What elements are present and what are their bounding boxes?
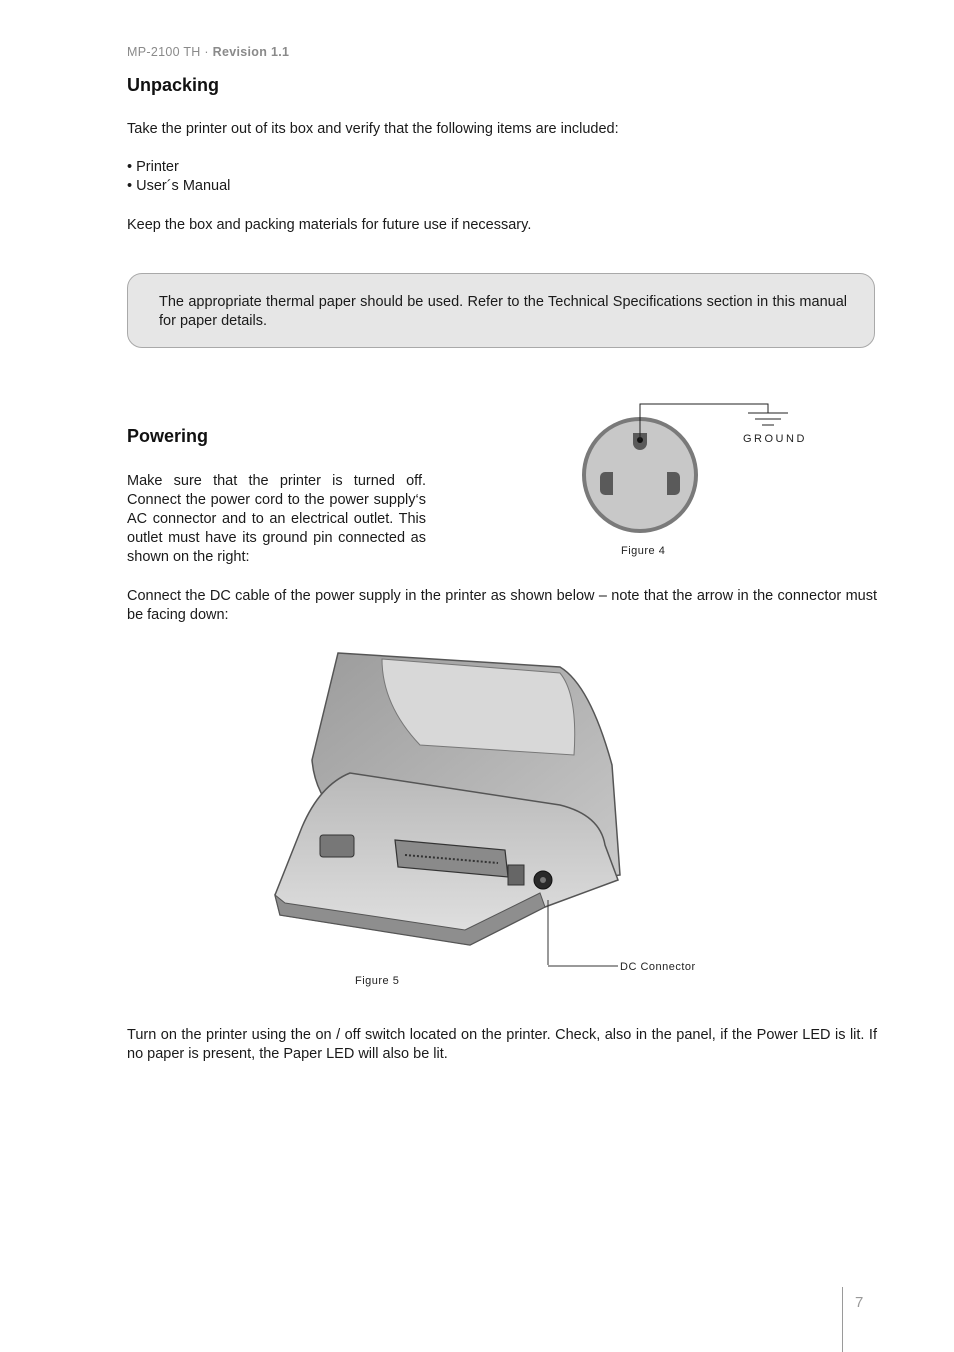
figure4-outlet-diagram xyxy=(575,395,815,540)
dc-leader-horizontal xyxy=(546,962,626,970)
figure4-caption: Figure 4 xyxy=(621,545,666,557)
dc-connector-pin xyxy=(540,877,546,883)
serial-port xyxy=(320,835,354,857)
powering-para1: Make sure that the printer is turned off. Connect the power cord to the power supply‘s AC connector and to an electrical outlet. This outlet must have its ground pin connected as shown on the right: xyxy=(127,473,426,565)
header-revision: Revision 1.1 xyxy=(212,45,290,59)
left-slot xyxy=(600,472,613,495)
figure5-printer-illustration xyxy=(260,645,700,965)
paper-note-text: The appropriate thermal paper should be used. Refer to the Technical Specifications section in this manual for paper details. xyxy=(159,294,847,329)
keep-box-text: Keep the box and packing materials for future use if necessary. xyxy=(127,217,532,233)
page-number: 7 xyxy=(855,1294,864,1311)
powering-heading: Powering xyxy=(127,426,209,446)
running-header xyxy=(127,45,289,59)
page-divider xyxy=(842,1287,843,1352)
header-product: MP-2100 TH xyxy=(127,45,201,59)
unpacking-heading: Unpacking xyxy=(127,75,220,95)
powering-para2: Connect the DC cable of the power supply in the printer as shown below – note that the arrow in the connector must be facing down: xyxy=(127,588,877,623)
header-separator: · xyxy=(204,45,209,59)
included-items-list xyxy=(127,158,230,196)
figure5-caption: Figure 5 xyxy=(355,975,400,987)
list-item: • Printer xyxy=(127,158,230,177)
paper-note-box xyxy=(127,273,875,348)
right-slot xyxy=(667,472,680,495)
powering-para3: Turn on the printer using the on / off switch located on the printer. Check, also in the panel, if the Power LED is lit. If no paper is present, the Paper LED will also be lit. xyxy=(127,1027,877,1062)
unpacking-intro: Take the printer out of its box and verify that the following items are included: xyxy=(127,121,619,137)
ground-label: GROUND xyxy=(743,433,807,445)
dc-connector-label: DC Connector xyxy=(620,961,696,973)
aux-port xyxy=(508,865,524,885)
list-item: • User´s Manual xyxy=(127,177,230,196)
